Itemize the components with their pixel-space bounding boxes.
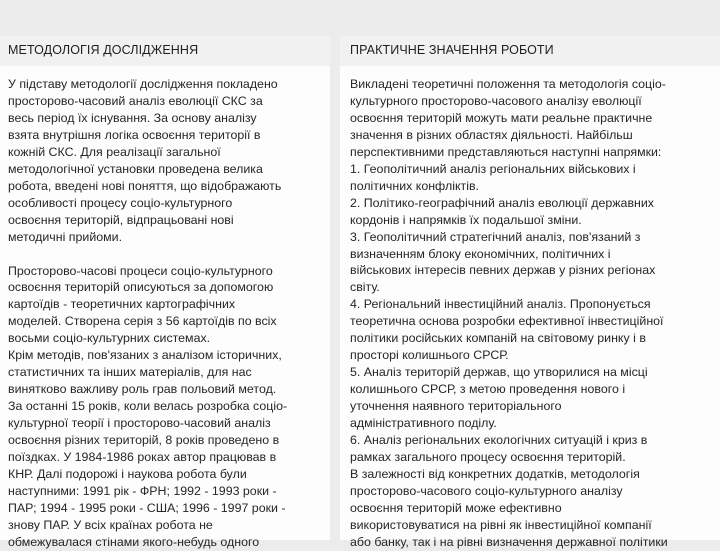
- text-line: просторово-часового соціо-культурного аналізу: [350, 483, 623, 498]
- text-line: Викладені теоретичні положення та методологія соціо-: [350, 77, 666, 91]
- text-line: освоєння територій описуються за допомогою: [8, 280, 274, 295]
- practical-value-header: [340, 36, 720, 66]
- text-line: 5. Аналіз територій держав, що утворилися на місці: [350, 365, 648, 380]
- text-line: картоїдів - теоретичних картографічних: [8, 297, 236, 312]
- text-line: Просторово-часові процеси соціо-культурного: [8, 263, 273, 278]
- text-line: винятково важливу роль грав польовий метод.: [8, 382, 277, 397]
- text-line: методичні прийоми.: [8, 229, 123, 244]
- methodology-paragraph-2: [8, 263, 322, 551]
- text-line: освоєння різних територій, 8 років проведено в: [8, 433, 280, 448]
- text-line: політичних конфліктів.: [350, 178, 479, 193]
- practical-value-title: ПРАКТИЧНЕ ЗНАЧЕННЯ РОБОТИ: [350, 43, 554, 57]
- text-line: військових інтересів певних держав у різних регіонах: [350, 263, 656, 278]
- text-line: У підставу методології дослідження покладено: [8, 77, 278, 91]
- text-line: політики російських компаній на світовому ринку і в: [350, 331, 646, 346]
- text-line: восьми соціо-культурних системах.: [8, 331, 211, 346]
- text-line: рамках загального процесу освоєння територій.: [350, 449, 626, 464]
- paragraph-gap: [8, 246, 322, 263]
- text-line: 3. Геополітичний стратегічний аналіз, пов'язаний з: [350, 229, 641, 244]
- practical-value-column: [340, 36, 720, 549]
- text-line: просторі колишнього СРСР.: [350, 348, 509, 363]
- text-line: особливості процесу соціо-культурного: [8, 195, 233, 210]
- text-line: використовуватися на рівні як інвестиційної компанії: [350, 517, 652, 532]
- text-line: ПАР; 1994 - 1995 роки - США; 1996 - 1997 роки -: [8, 500, 286, 515]
- text-line: знову ПАР. У всіх країнах робота не: [8, 517, 213, 532]
- methodology-header: [0, 36, 330, 66]
- text-line: 4. Регіональний інвестиційний аналіз. Пропонується: [350, 297, 651, 312]
- text-line: визначенням блоку економічних, політичних і: [350, 246, 611, 261]
- text-line: колишнього СРСР, з метою проведення нового і: [350, 382, 626, 397]
- text-line: адміністративного поділу.: [350, 416, 497, 431]
- text-line: поїздках. У 1984-1986 роках автор працював в: [8, 450, 277, 465]
- text-line: кордонів і напрямків їх подальшої зміни.: [350, 212, 582, 227]
- text-line: КНР. Далі подорожі і наукова робота були: [8, 466, 247, 481]
- text-line: моделей. Створена серія з 56 картоїдів по всіх: [8, 314, 277, 329]
- practical-value-body: [340, 76, 720, 551]
- text-line: перспективними представляються наступні напрямки:: [350, 144, 662, 159]
- text-line: освоєння територій може ефективно: [350, 500, 562, 515]
- text-line: кожній СКС. Для реалізації загальної: [8, 144, 221, 159]
- text-line: Крім методів, пов'язаних з аналізом історичних,: [8, 348, 282, 363]
- text-line: робота, введені нові поняття, що відображають: [8, 178, 282, 193]
- text-line: просторово-часовий аналіз еволюції СКС за: [8, 93, 263, 108]
- text-line: В залежності від конкретних додатків, методологія: [350, 466, 640, 481]
- text-line: світу.: [350, 280, 380, 295]
- text-line: методологічної установки проведена велика: [8, 161, 263, 176]
- text-line: весь період їх існування. За основу аналізу: [8, 110, 257, 125]
- methodology-body: [0, 76, 330, 551]
- text-line: обмежувалася стінами якого-небудь одного: [8, 534, 260, 549]
- text-line: взята внутрішня логіка освоєння території в: [8, 127, 261, 142]
- text-line: освоєння територій, відпрацьовані нові: [8, 212, 234, 227]
- text-line: За останні 15 років, коли велась розробка соціо-: [8, 399, 288, 414]
- text-line: або банку, так і на рівні визначення державної політики: [350, 534, 668, 549]
- text-line: 2. Політико-географічний аналіз еволюції державних: [350, 195, 654, 210]
- methodology-paragraph-1: [8, 76, 322, 246]
- text-line: наступними: 1991 рік - ФРН; 1992 - 1993 роки -: [8, 483, 277, 498]
- text-line: уточнення наявного територіального: [350, 399, 562, 414]
- text-line: культурного просторово-часового аналізу еволюції: [350, 93, 642, 108]
- text-line: 6. Аналіз регіональних екологічних ситуацій і криз в: [350, 433, 648, 448]
- text-line: культурної теорії і просторово-часовий аналіз: [8, 416, 271, 431]
- text-line: статистичних та інших матеріалів, для нас: [8, 365, 252, 380]
- text-line: освоєння територій можуть мати реальне практичне: [350, 110, 653, 125]
- text-line: значення в різних областях діяльності. Найбільш: [350, 127, 633, 142]
- methodology-title: МЕТОДОЛОГІЯ ДОСЛІДЖЕННЯ: [8, 43, 199, 57]
- text-line: теоретична основа розробки ефективної інвестиційної: [350, 314, 664, 329]
- methodology-column: [0, 36, 330, 549]
- text-line: 1. Геополітичний аналіз регіональних військових і: [350, 161, 636, 176]
- slide-top-band: [0, 0, 720, 36]
